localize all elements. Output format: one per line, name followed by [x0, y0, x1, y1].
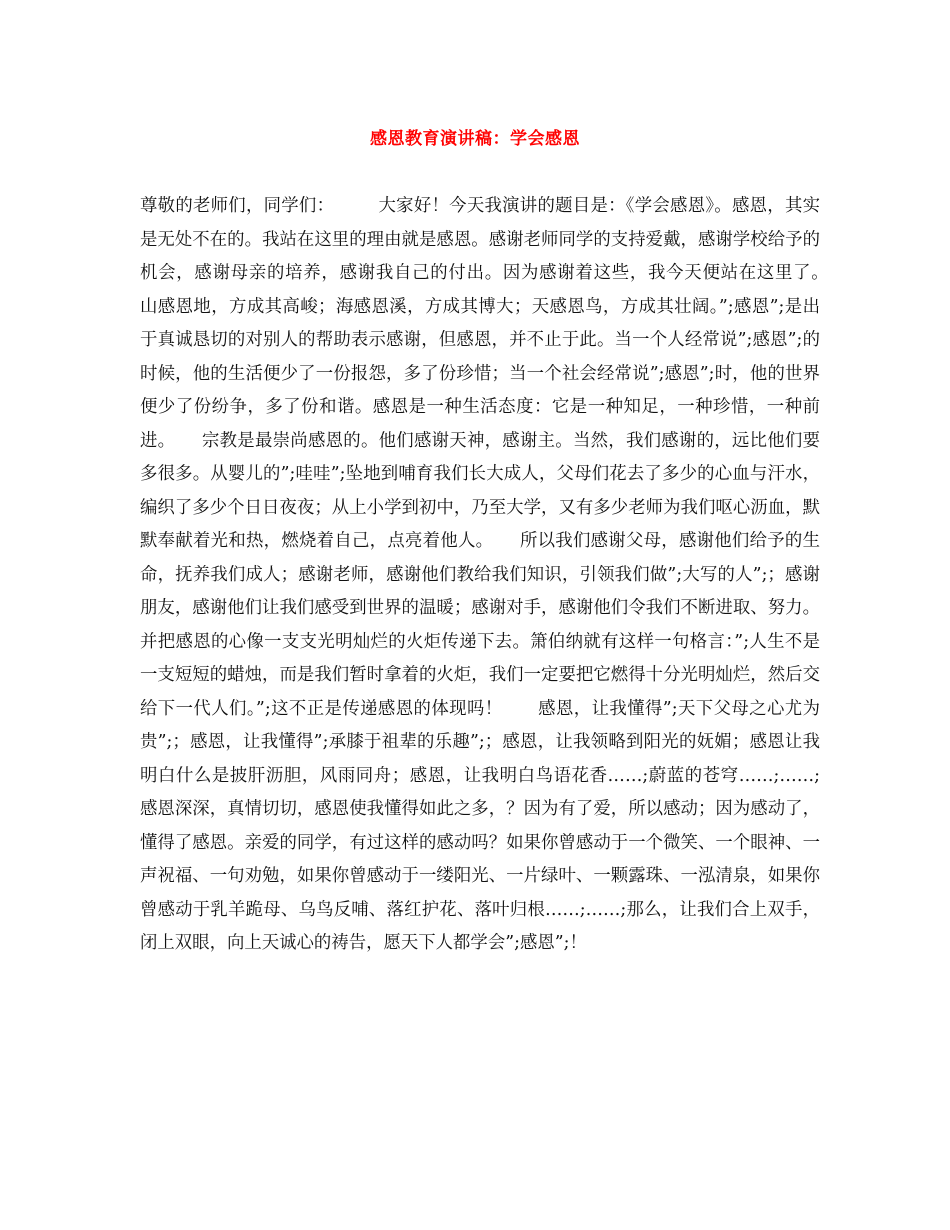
speech-body: 尊敬的老师们，同学们： 大家好！今天我演讲的题目是：《学会感恩》。感恩，其实是无处不在的。我站在这里的理由就是感恩。感谢老师同学的支持爱戴，感谢学校给予的机会，感谢母亲的培养，感谢我自己的付出。因为感谢着这些，我今天便站在这里了。 山感恩地，方成其高峻；海感恩溪，方成其博大；天感恩鸟，方成其壮阔。”;感恩”;是出于真诚恳切的对别人的帮助表示感谢，但感恩，并不止于此。当一个人经常说”;感恩”;的时候，他的生活便少了一份报怨，多了份珍惜；当一个社会经常说”;感恩”;时，他的世界便少了份纷争，多了份和谐。感恩是一种生活态度：它是一种知足，一种珍惜，一种前进。 宗教是最崇尚感恩的。他们感谢天神，感谢主。当然，我们感谢的，远比他们要多很多。从婴儿的”;哇哇”;坠地到哺育我们长大成人，父母们花去了多少的心血与汗水，编织了多少个日日夜夜；从上小学到初中，乃至大学，又有多少老师为我们呕心沥血，默默奉献着光和热，燃烧着自己，点亮着他人。 所以我们感谢父母，感谢他们给予的生命，抚养我们成人；感谢老师，感谢他们教给我们知识，引领我们做”;大写的人”;；感谢朋友，感谢他们让我们感受到世界的温暖；感谢对手，感谢他们令我们不断进取、努力。并把感恩的心像一支支光明灿烂的火炬传递下去。箫伯纳就有这样一句格言：”;人生不是一支短短的蜡烛，而是我们暂时拿着的火炬，我们一定要把它燃得十分光明灿烂，然后交给下一代人们。”;这不正是传递感恩的体现吗！ 感恩，让我懂得”;天下父母之心尤为贵”;；感恩，让我懂得”;承膝于祖辈的乐趣”;；感恩，让我领略到阳光的妩媚；感恩让我明白什么是披肝沥胆，风雨同舟；感恩，让我明白鸟语花香……;蔚蓝的苍穹……;……; 感恩深深，真情切切，感恩使我懂得如此之多，？因为有了爱，所以感动；因为感动了，懂得了感恩。亲爱的同学，有过这样的感动吗？如果你曾感动于一个微笑、一个眼神、一声祝福、一句劝勉，如果你曾感动于一缕阳光、一片绿叶、一颗露珠、一泓清泉，如果你曾感动于乳羊跪母、乌鸟反哺、落红护花、落叶归根……;……;那么，让我们合上双手，闭上双眼，向上天诚心的祷告，愿天下人都学会”;感恩”;！ — [140, 196, 855, 953]
document-title: 感恩教育演讲稿：学会感恩 — [370, 129, 580, 149]
